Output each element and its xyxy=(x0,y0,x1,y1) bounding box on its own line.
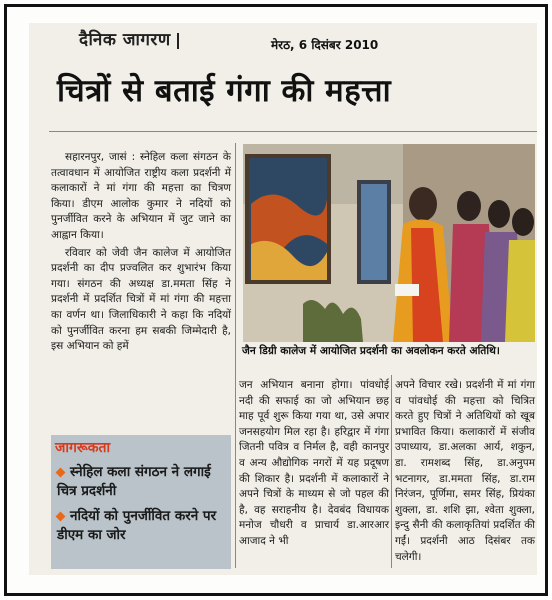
sidebar-item-2 xyxy=(57,507,227,545)
masthead-divider xyxy=(177,33,179,49)
sidebar-tag: जागरूकता xyxy=(55,440,111,456)
exhibition-photo-image xyxy=(243,144,535,342)
page-frame xyxy=(4,4,548,596)
column-1-paragraph-1: सहारनपुर, जासं : स्नेहिल कला संगठन के तत्वावधान में आयोजित राष्ट्रीय कला प्रदर्शनी में कलाकारों ने मां गंगा की महत्ता का चित्रण किया। डीएम आलोक कुमार ने नदियों को पुनर्जीवित करने के अभियान में जुट जाने का आह्वान किया। xyxy=(51,151,231,241)
article-column-2: जन अभियान बनाना होगा। पांवधोई नदी की सफाई का जो अभियान छह माह पूर्व शुरू किया गया था, उसे अपार जनसहयोग मिल रहा है। हरिद्वार में गंगा जितनी पवित्र व निर्मल है, वही कानपुर व अन्य औद्योगिक नगरों में यह प्रदूषण की शिकार है। प्रदर्शनी में कलाकारों ने अपने चित्रों के माध्यम से जो पहल की है, वह सराहनीय है। देवबंद विधायक मनोज चौधरी व प्राचार्य डा.आरआर आजाद ने भी xyxy=(239,379,389,547)
sidebar-item-2-text: नदियों को पुनर्जीवित करने पर डीएम का जोर xyxy=(57,508,217,543)
photo-caption: जैन डिग्री कालेज में आयोजित प्रदर्शनी का अवलोकन करते अतिथि। xyxy=(242,345,500,357)
dateline: मेरठ, 6 दिसंबर 2010 xyxy=(271,38,379,52)
sidebar-item-1 xyxy=(57,463,227,501)
column-divider-2 xyxy=(391,375,392,568)
newspaper-masthead xyxy=(79,27,179,50)
article-column-3: अपने विचार रखे। प्रदर्शनी में मां गंगा व पांवधोई की महत्ता को चित्रित करते हुए चित्रों ने अतिथियों को खूब प्रभावित किया। कलाकारों में संजीव उपाध्याय, डा.अलका आर्य, शकुन, डा. रामशब्द सिंह, डा.अनुपम भटनागर, डा.ममता सिंह, डा.राम निरंजन, पूर्णिमा, समर सिंह, प्रियंका शुक्ला, डा. शशि झा, श्वेता शुक्ला, इन्दु सैनी की कलाकृतियां प्रदर्शित की गईं। प्रदर्शनी आठ दिसंबर तक चलेगी। xyxy=(395,379,535,563)
headline: चित्रों से बताई गंगा की महत्ता xyxy=(57,73,392,109)
masthead-text: दैनिक जागरण xyxy=(79,30,171,50)
column-divider-1 xyxy=(235,143,236,568)
column-1-paragraph-2: रविवार को जेवी जैन कालेज में आयोजित प्रदर्शनी का दीप प्रज्वलित कर शुभारंभ किया गया। संगठन की अध्यक्ष डा.ममता सिंह ने प्रदर्शनी में प्रदर्शित चित्रों में मां गंगा की महत्ता का वर्णन था। जिलाधिकारी ने कहा कि नदियों को पुनर्जीवित करना हम सबकी जिम्मेदारी है, इस अभियान को हमें xyxy=(51,246,231,353)
exhibition-photo xyxy=(243,144,535,342)
headline-rule xyxy=(49,131,537,132)
newspaper-clipping xyxy=(29,23,537,575)
article-column-1 xyxy=(51,150,231,357)
diamond-bullet-icon xyxy=(56,467,66,477)
sidebar-item-1-text: स्नेहिल कला संगठन ने लगाई चित्र प्रदर्शनी xyxy=(57,464,211,499)
awareness-sidebar xyxy=(51,435,231,569)
diamond-bullet-icon xyxy=(56,511,66,521)
